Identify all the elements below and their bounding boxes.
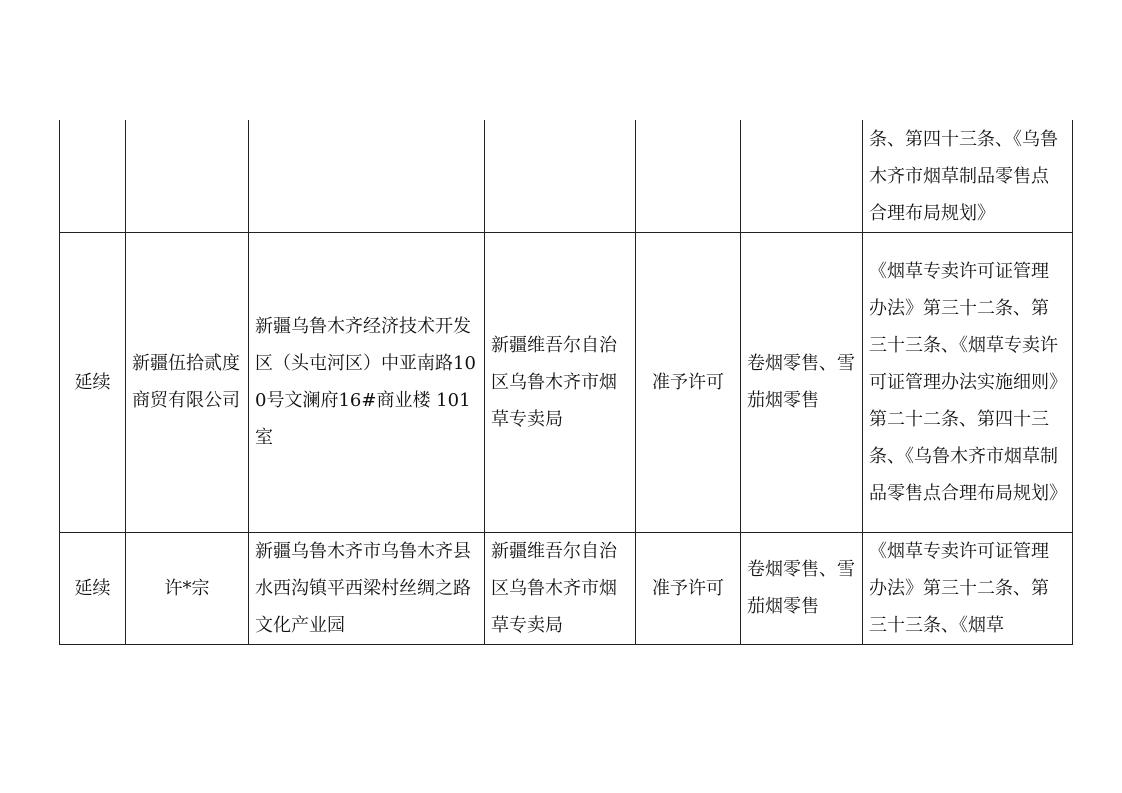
address-cell [249, 120, 485, 232]
basis-cell: 《烟草专卖许可证管理办法》第三十二条、第三十三条、《烟草专卖许可证管理办法实施细则》第二十二条、第四十三条、《乌鲁木齐市烟草制品零售点合理布局规划》 [863, 232, 1073, 532]
authority-cell [485, 120, 636, 232]
type-cell: 延续 [60, 532, 126, 644]
scope-cell: 卷烟零售、雪茄烟零售 [741, 232, 863, 532]
scope-cell [741, 120, 863, 232]
table-row [60, 232, 1073, 532]
basis-cell: 条、第四十三条、《乌鲁木齐市烟草制品零售点合理布局规划》 [863, 120, 1073, 232]
name-cell: 许*宗 [126, 532, 249, 644]
decision-cell [636, 120, 741, 232]
scope-cell: 卷烟零售、雪茄烟零售 [741, 532, 863, 644]
name-cell: 新疆伍拾贰度商贸有限公司 [126, 232, 249, 532]
type-cell [60, 120, 126, 232]
license-table [59, 120, 1073, 645]
table-row [60, 532, 1073, 644]
table-row [60, 120, 1073, 232]
authority-cell: 新疆维吾尔自治区乌鲁木齐市烟草专卖局 [485, 532, 636, 644]
name-cell [126, 120, 249, 232]
decision-cell: 准予许可 [636, 232, 741, 532]
address-cell: 新疆乌鲁木齐经济技术开发区（头屯河区）中亚南路100号文澜府16#商业楼 101 室 [249, 232, 485, 532]
authority-cell: 新疆维吾尔自治区乌鲁木齐市烟草专卖局 [485, 232, 636, 532]
type-cell: 延续 [60, 232, 126, 532]
decision-cell: 准予许可 [636, 532, 741, 644]
basis-cell: 《烟草专卖许可证管理办法》第三十二条、第三十三条、《烟草 [863, 532, 1073, 644]
address-cell: 新疆乌鲁木齐市乌鲁木齐县水西沟镇平西梁村丝绸之路文化产业园 [249, 532, 485, 644]
